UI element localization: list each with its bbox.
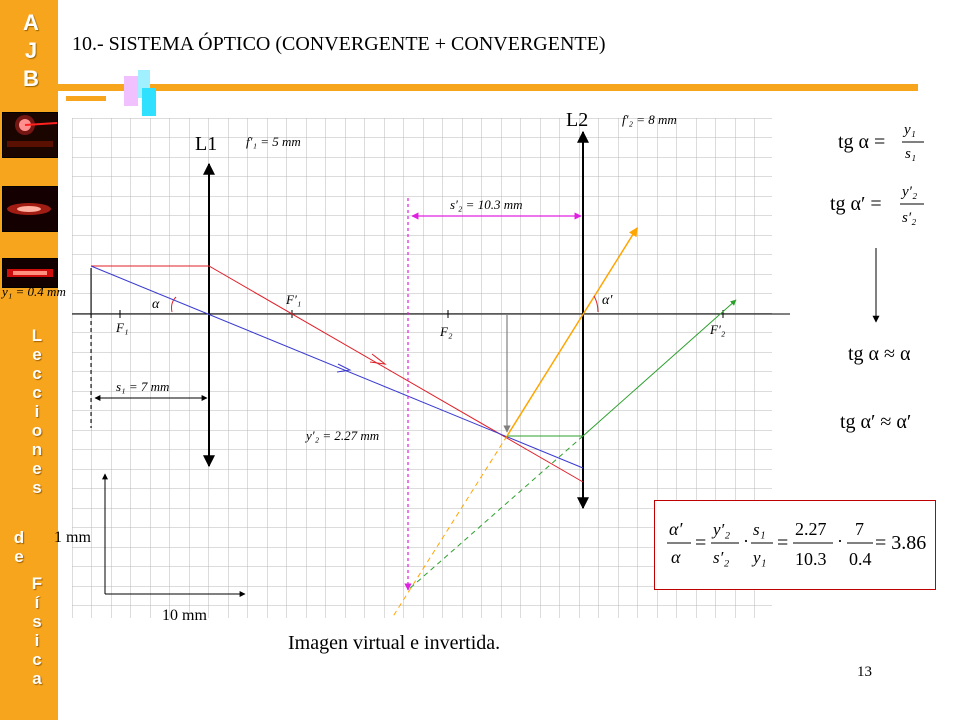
- sidebar-letter: s: [32, 478, 42, 497]
- result-frac5-den: 0.4: [849, 549, 872, 569]
- sidebar-letter: e: [32, 459, 42, 478]
- sidebar-letter: i: [34, 631, 40, 650]
- approx-alpha: tg α ≈ α: [848, 343, 911, 365]
- scale-horizontal-label: 10 mm: [162, 607, 207, 624]
- logo-letter-a: A: [23, 10, 39, 35]
- result-frac3-num: s₁: [753, 520, 766, 539]
- sidebar-letter: c: [32, 364, 42, 383]
- f2-prime-label: F′₂: [710, 322, 726, 337]
- y1-equation: y₁ = 0.4 mm: [2, 284, 66, 299]
- result-eq-2: =: [777, 532, 789, 554]
- result-frac2-num: y′₂: [713, 520, 731, 539]
- sidebar-letter: í: [34, 593, 40, 612]
- f1-prime-label: F′₁: [286, 292, 302, 307]
- f2-label: F₂: [440, 324, 453, 339]
- sidebar-letter: c: [32, 383, 42, 402]
- result-frac4-den: 10.3: [795, 549, 827, 569]
- result-frac5-num: 7: [855, 519, 864, 539]
- result-frac4-num: 2.27: [795, 519, 827, 539]
- result-frac1-den: α: [671, 547, 681, 567]
- tg-alpha-lhs: tg α =: [838, 131, 886, 153]
- result-equation-box: [654, 500, 936, 590]
- s1-equation: s₁ = 7 mm: [116, 379, 170, 394]
- alpha-prime-label: α′: [602, 293, 613, 308]
- tg-alpha-prime-lhs: tg α′ =: [830, 193, 882, 215]
- sidebar-letter: F: [31, 574, 43, 593]
- page-title: 10.- SISTEMA ÓPTICO (CONVERGENTE + CONVERGENTE): [72, 33, 606, 55]
- f2-prime-equation: f′₂ = 8 mm: [622, 112, 677, 127]
- result-frac2-den: s′₂: [713, 548, 730, 567]
- result-eq-1: =: [695, 532, 707, 554]
- result-dot-1: ·: [743, 531, 749, 551]
- logo-letter-b: B: [23, 66, 39, 91]
- f1-prime-equation: f′₁ = 5 mm: [246, 134, 301, 149]
- sidebar-letter: o: [31, 421, 43, 440]
- tg-alpha-num: y₁: [904, 122, 916, 138]
- lens-2-label: L2: [566, 109, 589, 131]
- alpha-label: α: [152, 297, 160, 312]
- sidebar-letter: s: [32, 612, 42, 631]
- scale-vertical-label: 1 mm: [54, 529, 91, 546]
- logo-letter-j: J: [24, 38, 38, 63]
- sidebar-letter: d: [13, 528, 25, 547]
- tg-alpha-den: s₁: [905, 146, 917, 162]
- sidebar-letter: c: [32, 650, 42, 669]
- sidebar-letter: L: [31, 326, 43, 345]
- sidebar-letter: a: [32, 669, 42, 688]
- sidebar-letter: e: [32, 345, 42, 364]
- s2-prime-equation: s′₂ = 10.3 mm: [450, 197, 523, 212]
- sidebar-letter: i: [34, 402, 40, 421]
- tg-alpha-prime-den: s′₂: [902, 210, 917, 226]
- approx-alpha-prime: tg α′ ≈ α′: [840, 411, 912, 433]
- result-value: = 3.86: [875, 532, 927, 554]
- diagram-caption: Imagen virtual e invertida.: [288, 632, 501, 654]
- sidebar-letter: n: [31, 440, 43, 459]
- page-number: 13: [857, 664, 872, 680]
- tg-alpha-prime-num: y′₂: [902, 184, 918, 200]
- f1-label: F₁: [116, 320, 129, 335]
- sidebar-letter: e: [14, 547, 24, 566]
- result-frac1-num: α′: [669, 519, 683, 539]
- y2-prime-equation: y′₂ = 2.27 mm: [306, 428, 380, 443]
- lens-1-label: L1: [195, 133, 218, 155]
- result-dot-2: ·: [837, 531, 843, 551]
- result-frac3-den: y₁: [753, 548, 767, 567]
